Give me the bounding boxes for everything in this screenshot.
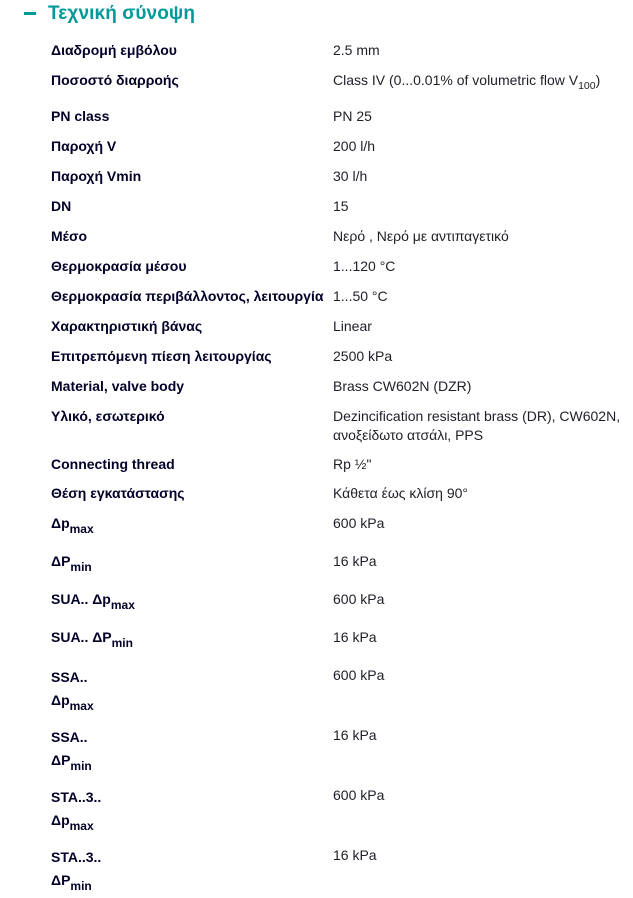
spec-label-text: Δp bbox=[51, 515, 70, 531]
spec-value bbox=[333, 71, 623, 96]
spec-value: 1...120 °C bbox=[333, 258, 396, 274]
spec-label: Θερμοκρασία μέσου bbox=[51, 258, 187, 274]
spec-value-subscript: 100 bbox=[578, 80, 596, 92]
spec-row-sta3-dp-max bbox=[51, 786, 623, 838]
spec-value: 600 kPa bbox=[333, 787, 385, 803]
spec-label-subscript: min bbox=[70, 560, 92, 574]
spec-value: 1...50 °C bbox=[333, 288, 388, 304]
spec-value: 600 kPa bbox=[333, 591, 385, 607]
spec-row-connecting-thread bbox=[51, 455, 623, 474]
collapse-minus-icon[interactable] bbox=[22, 6, 38, 22]
spec-label: Χαρακτηριστική βάνας bbox=[51, 318, 203, 334]
spec-value: Κάθετα έως κλίση 90° bbox=[333, 485, 469, 501]
spec-row-ssa-dp-min bbox=[51, 726, 623, 778]
spec-label: Παροχή V bbox=[51, 138, 117, 154]
spec-row-ssa-dp-max bbox=[51, 666, 623, 718]
spec-value: 16 kPa bbox=[333, 847, 377, 863]
spec-row-ambient-temperature bbox=[51, 287, 623, 306]
spec-label-subscript: max bbox=[69, 699, 94, 713]
spec-label: Connecting thread bbox=[51, 456, 175, 472]
spec-label: Material, valve body bbox=[51, 378, 185, 394]
spec-label bbox=[51, 628, 333, 653]
spec-row-internal-material bbox=[51, 407, 623, 445]
spec-row-stroke bbox=[51, 41, 623, 60]
spec-label: Διαδρομή εμβόλου bbox=[51, 42, 177, 58]
spec-label-text: ΔP bbox=[51, 553, 71, 569]
spec-value: 16 kPa bbox=[333, 553, 377, 569]
spec-label: Υλικό, εσωτερικό bbox=[51, 408, 165, 424]
spec-row-sua-dp-max bbox=[51, 590, 623, 615]
spec-value-suffix: ) bbox=[595, 72, 601, 88]
spec-label-text: STA..3.. ΔP bbox=[51, 849, 102, 888]
spec-label bbox=[51, 552, 333, 577]
spec-row-operating-pressure bbox=[51, 347, 623, 366]
spec-label bbox=[51, 846, 333, 898]
spec-value: 2.5 mm bbox=[333, 42, 380, 58]
spec-label-text: STA..3.. Δp bbox=[51, 789, 102, 828]
spec-row-leakage-rate bbox=[51, 71, 623, 96]
spec-label: Μέσο bbox=[51, 228, 88, 244]
spec-row-medium-temperature bbox=[51, 257, 623, 276]
spec-value: Dezincification resistant brass (DR), CW602N, ανοξείδωτο ατσάλι, PPS bbox=[333, 408, 621, 443]
spec-label-text: SUA.. ΔP bbox=[51, 629, 112, 645]
spec-row-sta3-dp-min bbox=[51, 846, 623, 898]
spec-label-text: SUA.. Δp bbox=[51, 591, 111, 607]
spec-label: DN bbox=[51, 198, 72, 214]
spec-value: Rp ½" bbox=[333, 456, 372, 472]
spec-value-text: Class IV (0...0.01% of volumetric flow V bbox=[333, 72, 579, 88]
spec-row-valve-body-material bbox=[51, 377, 623, 396]
spec-value: Brass CW602N (DZR) bbox=[333, 378, 472, 394]
spec-label: Παροχή Vmin bbox=[51, 168, 142, 184]
spec-value: 15 bbox=[333, 198, 349, 214]
spec-row-dp-min bbox=[51, 552, 623, 577]
spec-label: Ποσοστό διαρροής bbox=[51, 72, 179, 88]
spec-label-text: SSA.. ΔP bbox=[51, 729, 88, 768]
spec-label: Επιτρεπόμενη πίεση λειτουργίας bbox=[51, 348, 272, 364]
spec-value: PN 25 bbox=[333, 108, 372, 124]
spec-label-subscript: max bbox=[69, 522, 94, 536]
spec-value: 2500 kPa bbox=[333, 348, 393, 364]
spec-value: 200 l/h bbox=[333, 138, 376, 154]
technical-summary-header[interactable] bbox=[22, 2, 195, 26]
spec-label bbox=[51, 590, 333, 615]
spec-label-subscript: min bbox=[70, 879, 92, 893]
spec-label-subscript: min bbox=[111, 636, 133, 650]
spec-row-sua-dp-min bbox=[51, 628, 623, 653]
spec-value: Νερό , Νερό με αντιπαγετικό bbox=[333, 228, 509, 244]
spec-label: Θερμοκρασία περιβάλλοντος, λειτουργία bbox=[51, 288, 324, 304]
spec-label: Θέση εγκατάστασης bbox=[51, 485, 185, 501]
spec-value: 600 kPa bbox=[333, 515, 385, 531]
spec-label-subscript: min bbox=[70, 759, 92, 773]
spec-row-flow-vmin bbox=[51, 167, 623, 186]
spec-label: PN class bbox=[51, 108, 110, 124]
spec-label bbox=[51, 514, 333, 539]
spec-table bbox=[51, 37, 623, 898]
spec-value: 600 kPa bbox=[333, 667, 385, 683]
spec-row-dn bbox=[51, 197, 623, 216]
spec-label-subscript: max bbox=[69, 819, 94, 833]
spec-row-flow-v bbox=[51, 137, 623, 156]
spec-row-valve-characteristic bbox=[51, 317, 623, 336]
spec-value: 30 l/h bbox=[333, 168, 368, 184]
spec-label-text: SSA.. Δp bbox=[51, 669, 88, 708]
spec-row-dp-max bbox=[51, 514, 623, 539]
spec-label bbox=[51, 726, 333, 778]
spec-value: 16 kPa bbox=[333, 629, 377, 645]
spec-row-installation-position bbox=[51, 484, 623, 503]
spec-value: 16 kPa bbox=[333, 727, 377, 743]
spec-label-subscript: max bbox=[110, 598, 135, 612]
spec-row-medium bbox=[51, 227, 623, 246]
spec-row-pn-class bbox=[51, 107, 623, 126]
section-title: Τεχνική σύνοψη bbox=[48, 3, 196, 24]
spec-label bbox=[51, 666, 333, 718]
spec-value: Linear bbox=[333, 318, 372, 334]
spec-label bbox=[51, 786, 333, 838]
